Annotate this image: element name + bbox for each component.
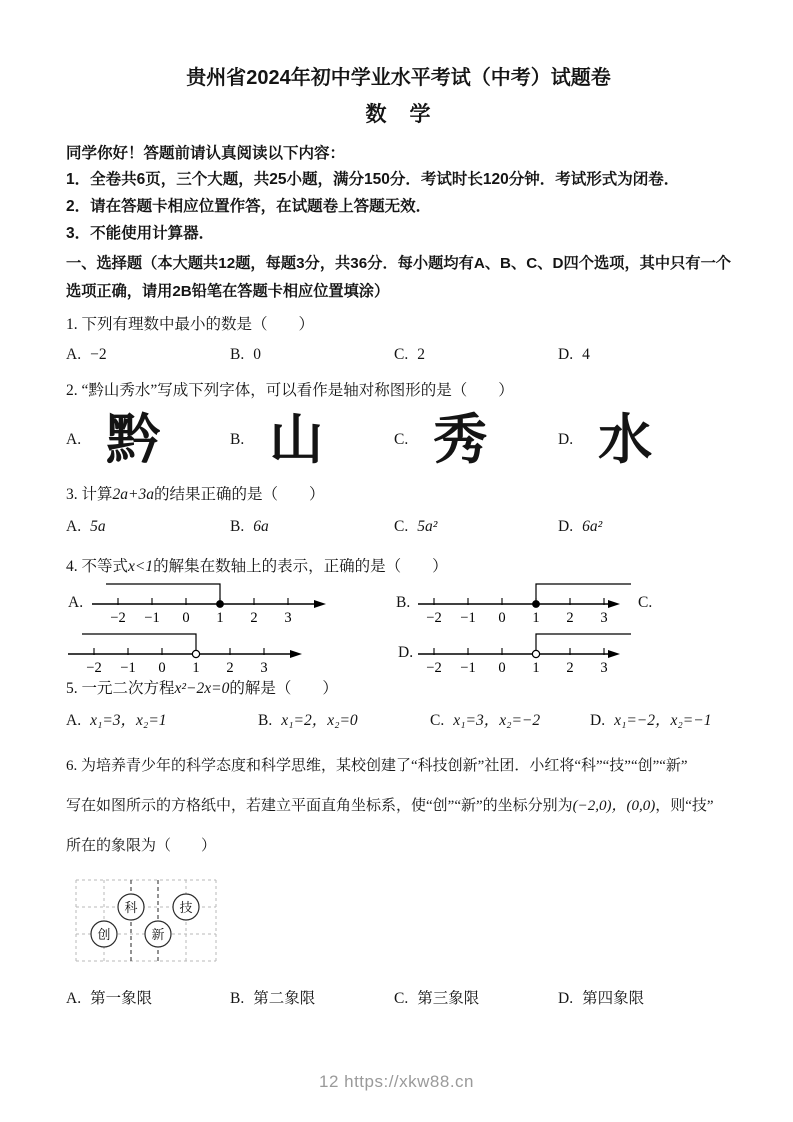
q6-option-a: A. 第一象限 (66, 990, 153, 1007)
q1-stem: 1. 下列有理数中最小的数是（ ） (66, 316, 315, 333)
q6-option-c: C. 第三象限 (394, 990, 480, 1007)
q2-stem: 2. “黔山秀水”写成下列字体，可以看作是轴对称图形的是（ ） (66, 382, 514, 399)
instruction-line-1: 1．全卷共6页，三个大题，共25小题，满分150分．考试时长120分钟．考试形式为闭卷． (66, 171, 680, 188)
subject-title: 数 学 (365, 103, 432, 126)
grid-figure (74, 878, 224, 966)
svg-text:创: 创 (97, 927, 111, 942)
svg-text:−2: −2 (110, 610, 126, 626)
svg-text:技: 技 (179, 900, 193, 915)
q2-options (66, 404, 731, 476)
q4-stem: 4. 不等式x<1的解集在数轴上的表示，正确的是（ ） (66, 558, 448, 575)
svg-text:−2: −2 (426, 610, 442, 626)
q3-option-c: C. 5a² (394, 518, 438, 535)
q4-figure-c-label: C. (638, 594, 653, 611)
svg-text:1: 1 (532, 660, 540, 676)
svg-text:0: 0 (498, 660, 506, 676)
instruction-line-3: 3．不能使用计算器． (66, 225, 215, 242)
page-content (66, 0, 731, 1010)
q6-option-b: B. 第二象限 (230, 990, 316, 1007)
svg-text:−1: −1 (144, 610, 160, 626)
q5-option-c: C. x₁=3，x₂=−2 (430, 712, 541, 729)
instruction-line-2: 2．请在答题卡相应位置作答，在试题卷上答题无效． (66, 198, 432, 215)
q2-option-a: A. 黔 (66, 410, 161, 470)
q3-option-d: D. 6a² (558, 518, 603, 535)
svg-text:−2: −2 (86, 660, 102, 676)
svg-text:−1: −1 (460, 660, 476, 676)
q1-option-d: D. 4 (558, 346, 590, 363)
number-line-c (66, 628, 316, 676)
q1-option-b: B. 0 (230, 346, 261, 363)
svg-text:2: 2 (566, 660, 574, 676)
grid-circle-xin (145, 921, 171, 947)
q2-option-c: C. 秀 (394, 410, 488, 470)
arrow-right-icon (290, 650, 302, 658)
svg-text:2: 2 (250, 610, 258, 626)
q5-options (66, 710, 731, 732)
q6-coordinates: (−2,0)，(0,0) (572, 798, 656, 814)
closed-endpoint-dot (533, 601, 540, 608)
svg-text:0: 0 (158, 660, 166, 676)
calligraphy-glyph-shui: 水 (598, 410, 653, 470)
svg-text:−1: −1 (460, 610, 476, 626)
q6-stem: 6. 为培养青少年的科学态度和科学思维，某校创建了“科技创新”社团．小红将“科”“技”“创”“新” 写在如图所示的方格纸中，若建立平面直角坐标系，使“创”“新”的坐标分别为(−2,0)，(0,0)，则“技” 所在的象限为（ ） (66, 758, 714, 854)
arrow-right-icon (608, 650, 620, 658)
q5-option-a: A. x₁=3，x₂=1 (66, 712, 167, 729)
q2-option-d: D. 水 (558, 410, 653, 470)
svg-text:3: 3 (600, 610, 608, 626)
q1-option-c: C. 2 (394, 346, 425, 363)
q1-options (66, 344, 731, 366)
svg-text:新: 新 (151, 927, 165, 942)
svg-text:1: 1 (532, 610, 540, 626)
q4-figure-a-label: A. (68, 594, 84, 611)
number-line-b (418, 578, 633, 626)
q6-option-d: D. 第四象限 (558, 990, 645, 1007)
q3-stem: 3. 计算2a+3a的结果正确的是（ ） (66, 486, 325, 503)
calligraphy-glyph-xiu: 秀 (433, 410, 488, 470)
svg-text:0: 0 (498, 610, 506, 626)
svg-text:3: 3 (260, 660, 268, 676)
q5-option-d: D. x₁=−2，x₂=−1 (590, 712, 712, 729)
svg-text:0: 0 (182, 610, 190, 626)
svg-text:−1: −1 (120, 660, 136, 676)
greeting-line: 同学你好！答题前请认真阅读以下内容： (66, 145, 346, 162)
q5-option-b: B. x₁=2，x₂=0 (258, 712, 358, 729)
q4-figures (66, 578, 731, 674)
svg-text:−2: −2 (426, 660, 442, 676)
q3-options (66, 516, 731, 538)
q5-stem: 5. 一元二次方程x²−2x=0的解是（ ） (66, 680, 338, 697)
footer-url: 12 https://xkw88.cn (318, 1072, 475, 1091)
q1-option-a: A. −2 (66, 346, 107, 363)
grid-circle-ji (173, 894, 199, 920)
grid-circle-chuang (91, 921, 117, 947)
closed-endpoint-dot (217, 601, 224, 608)
number-line-d (418, 628, 633, 676)
page-title: 贵州省2024年初中学业水平考试（中考）试题卷 (186, 67, 611, 89)
q3-option-a: A. 5a (66, 518, 106, 535)
q4-figure-b-label: B. (396, 594, 411, 611)
q5-equation: x²−2x=0 (174, 680, 230, 697)
calligraphy-glyph-qian: 黔 (106, 410, 161, 470)
section-header: 一、选择题（本大题共12题，每题3分，共36分．每小题均有A、B、C、D四个选项，其中只有一个选项正确，请用2B铅笔在答题卡相应位置填涂） (66, 255, 731, 300)
svg-text:1: 1 (216, 610, 224, 626)
svg-text:3: 3 (600, 660, 608, 676)
calligraphy-glyph-shan: 山 (269, 410, 324, 470)
q3-expression: 2a+3a (112, 486, 154, 503)
q6-options (66, 988, 731, 1010)
q3-option-b: B. 6a (230, 518, 269, 535)
q4-figure-d-label: D. (398, 644, 414, 661)
q4-inequality: x<1 (128, 558, 154, 575)
svg-text:科: 科 (124, 900, 138, 915)
number-line-a (90, 578, 340, 626)
svg-text:1: 1 (192, 660, 200, 676)
grid-circle-ke (118, 894, 144, 920)
svg-text:2: 2 (566, 610, 574, 626)
arrow-right-icon (608, 600, 620, 608)
open-endpoint-dot (192, 650, 199, 657)
svg-text:3: 3 (284, 610, 292, 626)
arrow-right-icon (314, 600, 326, 608)
open-endpoint-dot (532, 650, 539, 657)
svg-text:2: 2 (226, 660, 234, 676)
q2-option-b: B. 山 (230, 410, 324, 470)
